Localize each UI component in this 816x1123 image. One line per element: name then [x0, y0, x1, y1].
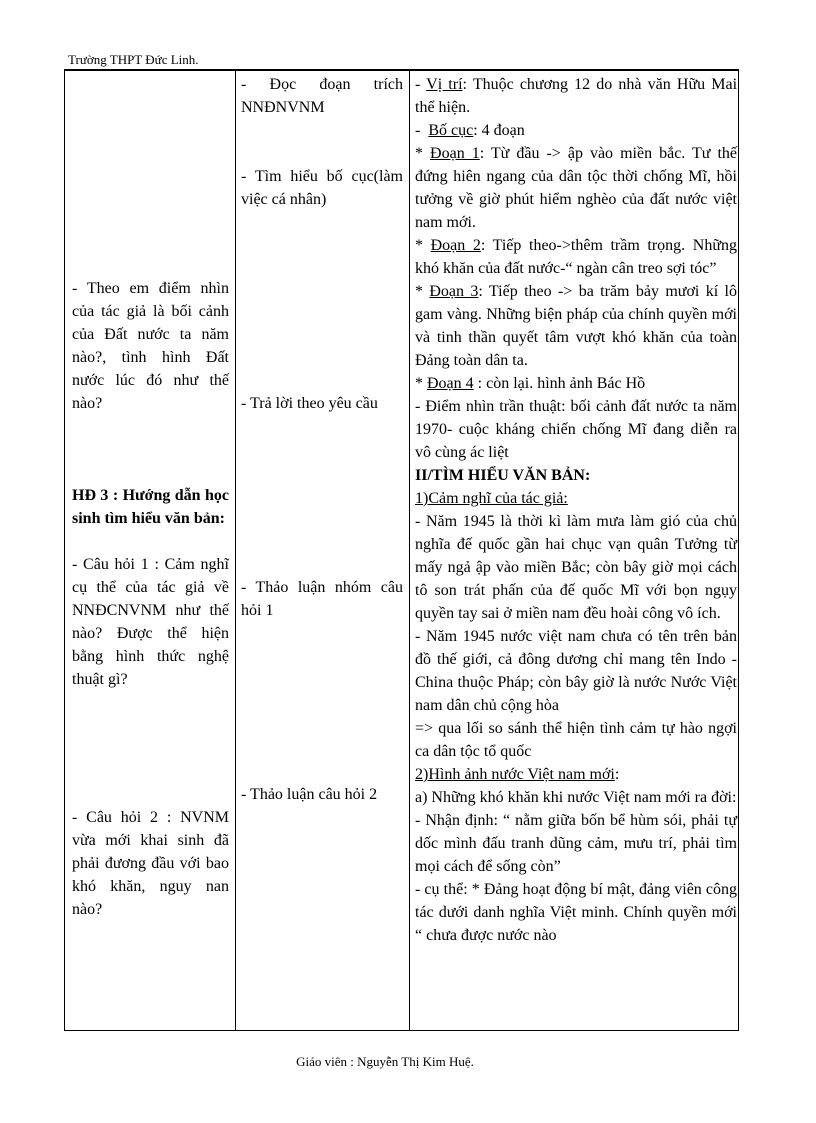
location-text: : Thuộc chương 12 do nhà văn Hữu Mai thể hiện.: [415, 76, 738, 116]
subsection-2-colon: :: [614, 766, 620, 783]
question-2: - Câu hỏi 2 : NVNM vừa mới khai sinh đã phải đương đầu với bao khó khăn, nguy nan nào?: [72, 809, 229, 918]
activity-discuss-2: - Thảo luận câu hỏi 2: [241, 786, 378, 803]
lesson-table: [64, 70, 739, 1031]
subsection-2-line: [415, 763, 737, 786]
activity-discuss-1: - Thảo luận nhóm câu hỏi 1: [241, 579, 403, 619]
column-divider-1: [235, 71, 236, 1030]
subsection-1-title: 1)Cảm nghĩ của tác giả:: [415, 490, 568, 507]
section-d4: * Đoạn 4 : còn lại. hình ảnh Bác Hồ: [415, 375, 646, 392]
d3-label: Đoạn 3: [429, 283, 479, 300]
subsection-1-line: [415, 487, 737, 510]
subsection-2-title: 2)Hình ảnh nước Việt nam mới: [415, 766, 615, 783]
activity-read: - Đọc đoạn trích NNĐNVNM: [241, 76, 403, 116]
paragraph-1945-a: - Năm 1945 là thời kì làm mưa làm gió của chủ nghĩa đế quốc gần hai chục vạn quân Tưởng từ mấy ngả ập vào miền Bắc; còn bây giờ mọi cách tô son trát phấn của đế quốc Mĩ với bọn ngụy quyền tay sai ở miền nam đều hoài công vô ích.: [415, 513, 737, 622]
d1-text: : Từ đầu -> ập vào miền bắc. Tư thế đứng hiên ngang của dân tộc thời chống Mĩ, hồi tưởng về giờ phút hiểm nghèo của đất nước việt nam mới.: [415, 145, 738, 231]
d2-text: : Tiếp theo->thêm trầm trọng. Những khó khăn của đất nước-“ ngàn cân treo sợi tóc”: [415, 237, 738, 277]
layout-label: Bố cục: [428, 122, 474, 139]
d4-label: Đoạn 4: [427, 375, 474, 392]
school-header: Trường THPT Đức Linh.: [68, 52, 199, 67]
question-1: - Câu hỏi 1 : Cảm nghĩ cụ thể của tác giả về NNĐCNVNM như thế nào? Được thể hiện bằng hình thức nghệ thuật gì?: [72, 556, 229, 688]
narrative-viewpoint: - Điểm nhìn trần thuật: bối cảnh đất nước ta năm 1970- cuộc kháng chiến chống Mĩ đang diễn ra vô cùng ác liệt: [415, 398, 737, 461]
content-main: [415, 73, 737, 947]
column-divider-2: [409, 71, 410, 1030]
paragraph-1945-b: - Năm 1945 nước việt nam chưa có tên trên bản đồ thế giới, cả đông dương chỉ mang tên Indo - China thuộc Pháp; còn bây giờ là nước Nước Việt nam dân chủ cộng hòa: [415, 628, 737, 714]
location-line: - Vị trí: Thuộc chương 12 do nhà văn Hữu Mai thể hiện.: [415, 76, 738, 116]
specifics: - cụ thể: * Đảng hoạt động bí mật, đảng viên công tác dưới danh nghĩa Việt minh. Chính quyền mới “ chưa được nước nào: [415, 881, 737, 944]
layout-line: - Bố cục: 4 đoạn: [415, 122, 525, 139]
activity-layout: - Tìm hiểu bố cục(làm việc cá nhân): [241, 168, 403, 208]
comparison-note: => qua lối so sánh thể hiện tình cảm tự hào ngợi ca dân tộc tổ quốc: [415, 720, 737, 760]
hardship-heading: a) Những khó khăn khi nước Việt nam mới ra đời:: [415, 789, 737, 806]
d3-text: : Tiếp theo -> ba trăm bảy mươi kí lô gam vàng. Những biện pháp của chính quyền mới và tinh thần quyết tâm vượt khó khăn của toàn Đảng toàn dân ta.: [415, 283, 738, 369]
section-d2: * Đoạn 2: Tiếp theo->thêm trầm trọng. Những khó khăn của đất nước-“ ngàn cân treo sợi tóc”: [415, 237, 738, 277]
section-d1: * Đoạn 1: Từ đầu -> ập vào miền bắc. Tư thế đứng hiên ngang của dân tộc thời chống Mĩ, hồi tưởng về giờ phút hiểm nghèo của đất nước việt nam mới.: [415, 145, 738, 231]
d4-text: : còn lại. hình ảnh Bác Hồ: [473, 375, 646, 392]
assessment: - Nhận định: “ nằm giữa bốn bể hùm sói, phải tự dốc mình đấu tranh dũng cảm, mưu trí, phải tìm mọi cách để sống còn”: [415, 812, 737, 875]
d2-label: Đoạn 2: [430, 237, 481, 254]
question-viewpoint: - Theo em điểm nhìn của tác giả là bối cảnh của Đất nước ta năm nào?, tình hình Đất nước lúc đó như thế nào?: [72, 280, 229, 412]
layout-text: : 4 đoạn: [473, 122, 525, 139]
teacher-footer: Giáo viên : Nguyễn Thị Kim Huệ.: [296, 1054, 474, 1069]
location-label: Vị trí: [426, 76, 463, 93]
section-2-title: II/TÌM HIỂU VĂN BẢN:: [415, 467, 591, 484]
section-d3: * Đoạn 3: Tiếp theo -> ba trăm bảy mươi kí lô gam vàng. Những biện pháp của chính quyền mới và tinh thần quyết tâm vượt khó khăn của toàn Đảng toàn dân ta.: [415, 283, 738, 369]
d1-label: Đoạn 1: [430, 145, 480, 162]
hd3-title: HĐ 3 : Hướng dẫn học sinh tìm hiểu văn bản:: [72, 487, 229, 527]
activity-answer: - Trả lời theo yêu cầu: [241, 395, 378, 412]
